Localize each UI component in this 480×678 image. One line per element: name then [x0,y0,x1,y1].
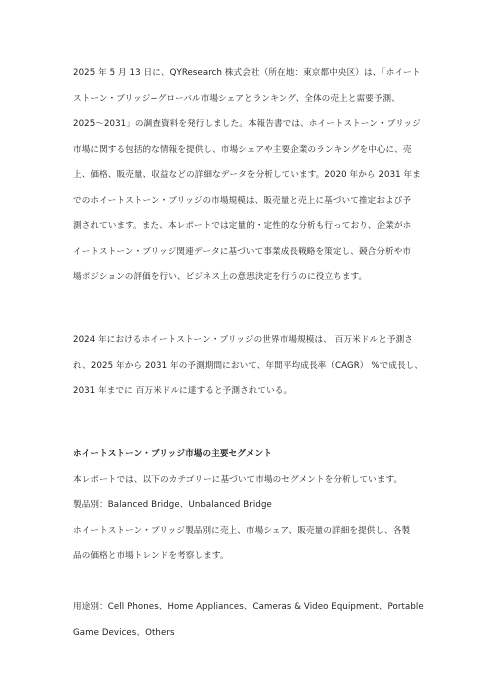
by-application [73,595,424,646]
text-line: ホイートストーン・ブリッジ製品別に売上、市場シェア、販売量の詳細を提供し、各製 [73,525,411,536]
market-size-paragraph [73,328,424,405]
text-line: 2025〜2031」の調査資料を発行しました。本報告書では、ホイートストーン・ブリッジ [73,119,421,129]
text-line: イートストーン・ブリッジ関連データに基づいて事業成長戦略を策定し、競合分析や市 [73,246,412,257]
spacer [73,291,409,317]
text-line: 上、価格、販売量、収益などの詳細なデータを分析しています。2020 年から 2031 年ま [73,170,421,180]
text-line: 2025 年 5 月 13 日に、QYResearch 株式会社（所在地：東京都中央区）は、「ホイート [73,68,421,78]
text-line: でのホイートストーン・ブリッジの市場規模は、販売量と売上に基づいて推定および予 [73,195,412,206]
document-body [73,61,424,646]
spacer [73,430,409,442]
spacer [73,316,409,328]
text-line: 製品別：Balanced Bridge、Unbalanced Bridge [73,500,272,510]
spacer [73,570,409,596]
text-line: 品の価格と市場トレンドを考察します。 [73,551,229,561]
spacer [73,405,409,431]
intro-paragraph [73,61,421,291]
text-line: れ、2025 年から 2031 年の予測期間において、年間平均成長率（CAGR） %で成長し、 [73,360,424,371]
text-line: 本レポートでは、以下のカテゴリーに基づいて市場のセグメントを分析しています。 [73,474,403,485]
text-line: 測されています。また、本レポートでは定量的・定性的な分析も行っており、企業がホ [73,221,412,231]
text-line: 用途別：Cell Phones、Home Appliances、Cameras & Video Equipment、Portable [73,602,424,612]
text-line: 場ポジションの評価を行い、ビジネス上の意思決定を行うのに役立ちます。 [73,272,368,282]
segment-heading: ホイートストーン・ブリッジ市場の主要セグメント [73,449,272,459]
segment-intro [73,468,409,494]
text-line: ストーン・ブリッジ−グローバル市場シェアとランキング、全体の売上と需要予測、 [73,93,400,104]
text-line: Game Devices、Others [73,627,175,638]
by-type [73,493,409,519]
text-line: 2024 年におけるホイートストーン・ブリッジの世界市場規模は、 百万米ドルと予測さ [73,335,413,345]
text-line: 市場に関する包括的な情報を提供し、市場シェアや主要企業のランキングを中心に、売 [73,144,412,155]
by-type-description [73,519,409,570]
text-line: 2031 年までに 百万米ドルに達すると予測されている。 [73,386,293,396]
